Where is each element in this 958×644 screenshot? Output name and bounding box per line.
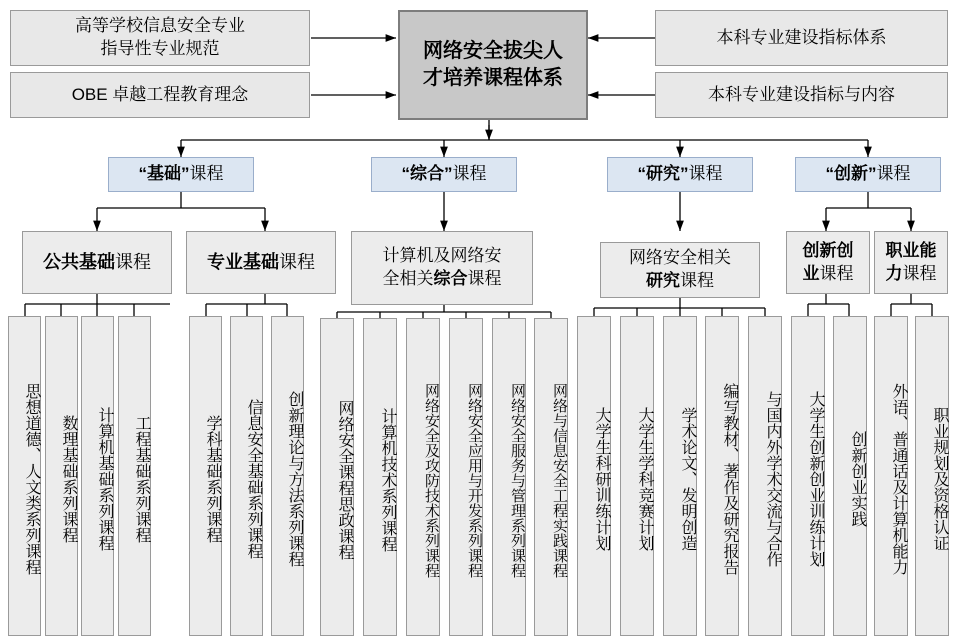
leaf-item: 学术论文、发明创造 bbox=[663, 316, 697, 636]
group-major-foundation bbox=[186, 231, 336, 294]
category-foundation bbox=[108, 157, 254, 192]
category-comprehensive-quoted: “综合” bbox=[401, 164, 453, 184]
category-research bbox=[607, 157, 753, 192]
center-title-line2: 才培养课程体系 bbox=[423, 67, 563, 89]
category-foundation-tail: 课程 bbox=[189, 164, 224, 184]
category-foundation-quoted: “基础” bbox=[138, 164, 190, 184]
top-right-box-2 bbox=[655, 72, 948, 118]
category-innovation-tail: 课程 bbox=[876, 164, 911, 184]
leaf-item: 网络安全服务与管理系列课程 bbox=[492, 318, 526, 636]
group-innovation-entrepreneurship bbox=[786, 231, 870, 294]
leaf-item: 计算机基础系列课程 bbox=[81, 316, 114, 636]
top-left-box-1 bbox=[10, 10, 310, 66]
group-vocational-ability bbox=[874, 231, 948, 294]
leaf-item: 大学生学科竞赛计划 bbox=[620, 316, 654, 636]
group-research bbox=[600, 242, 760, 298]
category-innovation bbox=[795, 157, 941, 192]
group-major-foundation-bold: 专业基础 bbox=[207, 252, 279, 273]
leaf-item: 创新理论与方法系列课程 bbox=[271, 316, 304, 636]
top-left-box-2 bbox=[10, 72, 310, 118]
group-research-bold: 研究 bbox=[646, 271, 680, 290]
top-right-box-1 bbox=[655, 10, 948, 66]
leaf-item: 计算机技术系列课程 bbox=[363, 318, 397, 636]
leaf-item: 与国内外学术交流与合作 bbox=[748, 316, 782, 636]
leaf-item: 创新创业实践 bbox=[833, 316, 867, 636]
leaf-item: 信息安全基础系列课程 bbox=[230, 316, 263, 636]
leaf-item: 网络安全及攻防技术系列课程 bbox=[406, 318, 440, 636]
category-research-tail: 课程 bbox=[688, 164, 723, 184]
category-comprehensive-tail: 课程 bbox=[452, 164, 487, 184]
group-research-line1: 网络安全相关 bbox=[629, 248, 731, 268]
top-left-box-1-line1: 高等学校信息安全专业 bbox=[75, 16, 245, 36]
category-innovation-quoted: “创新” bbox=[825, 164, 877, 184]
leaf-item: 工程基础系列课程 bbox=[118, 316, 151, 636]
group-va-bold1: 职业能 bbox=[885, 240, 937, 260]
group-comprehensive-line1: 计算机及网络安 bbox=[382, 246, 502, 266]
group-comprehensive-line2: 全相关 bbox=[382, 269, 434, 288]
group-va-tail: 课程 bbox=[902, 263, 937, 283]
group-ie-bold2: 业 bbox=[802, 263, 820, 283]
top-left-box-2-line1: OBE 卓越工程教育理念 bbox=[71, 84, 249, 104]
group-major-foundation-tail: 课程 bbox=[279, 252, 315, 273]
center-title-box bbox=[398, 10, 588, 120]
group-comprehensive bbox=[351, 231, 533, 305]
top-right-box-1-line1: 本科专业建设指标体系 bbox=[716, 27, 887, 47]
group-comprehensive-tail: 课程 bbox=[467, 269, 502, 288]
group-comprehensive-bold: 综合 bbox=[433, 269, 468, 288]
group-va-bold2: 力 bbox=[885, 263, 903, 283]
group-public-foundation-tail: 课程 bbox=[115, 252, 151, 273]
category-comprehensive bbox=[371, 157, 517, 192]
leaf-item: 数理基础系列课程 bbox=[45, 316, 78, 636]
center-title-line1: 网络安全拔尖人 bbox=[423, 40, 563, 62]
group-public-foundation bbox=[22, 231, 172, 294]
leaf-item: 学科基础系列课程 bbox=[189, 316, 222, 636]
leaf-item: 编写教材、著作及研究报告 bbox=[705, 316, 739, 636]
leaf-item: 大学生科研训练计划 bbox=[577, 316, 611, 636]
leaf-item: 网络安全应用与开发系列课程 bbox=[449, 318, 483, 636]
group-ie-tail: 课程 bbox=[819, 263, 854, 283]
leaf-item: 大学生创新创业训练计划 bbox=[791, 316, 825, 636]
category-research-quoted: “研究” bbox=[637, 164, 689, 184]
group-research-tail: 课程 bbox=[680, 271, 714, 290]
top-right-box-2-line1: 本科专业建设指标与内容 bbox=[708, 84, 895, 104]
group-public-foundation-bold: 公共基础 bbox=[43, 252, 115, 273]
leaf-item: 思想道德、人文类系列课程 bbox=[8, 316, 41, 636]
group-ie-bold1: 创新创 bbox=[802, 240, 854, 260]
leaf-item: 网络安全课程思政课程 bbox=[320, 318, 354, 636]
leaf-item: 职业规划及资格认证 bbox=[915, 316, 949, 636]
leaf-item: 外语、普通话及计算机能力 bbox=[874, 316, 908, 636]
top-left-box-1-line2: 指导性专业规范 bbox=[100, 39, 220, 58]
leaf-item: 网络与信息安全工程实践课程 bbox=[534, 318, 568, 636]
